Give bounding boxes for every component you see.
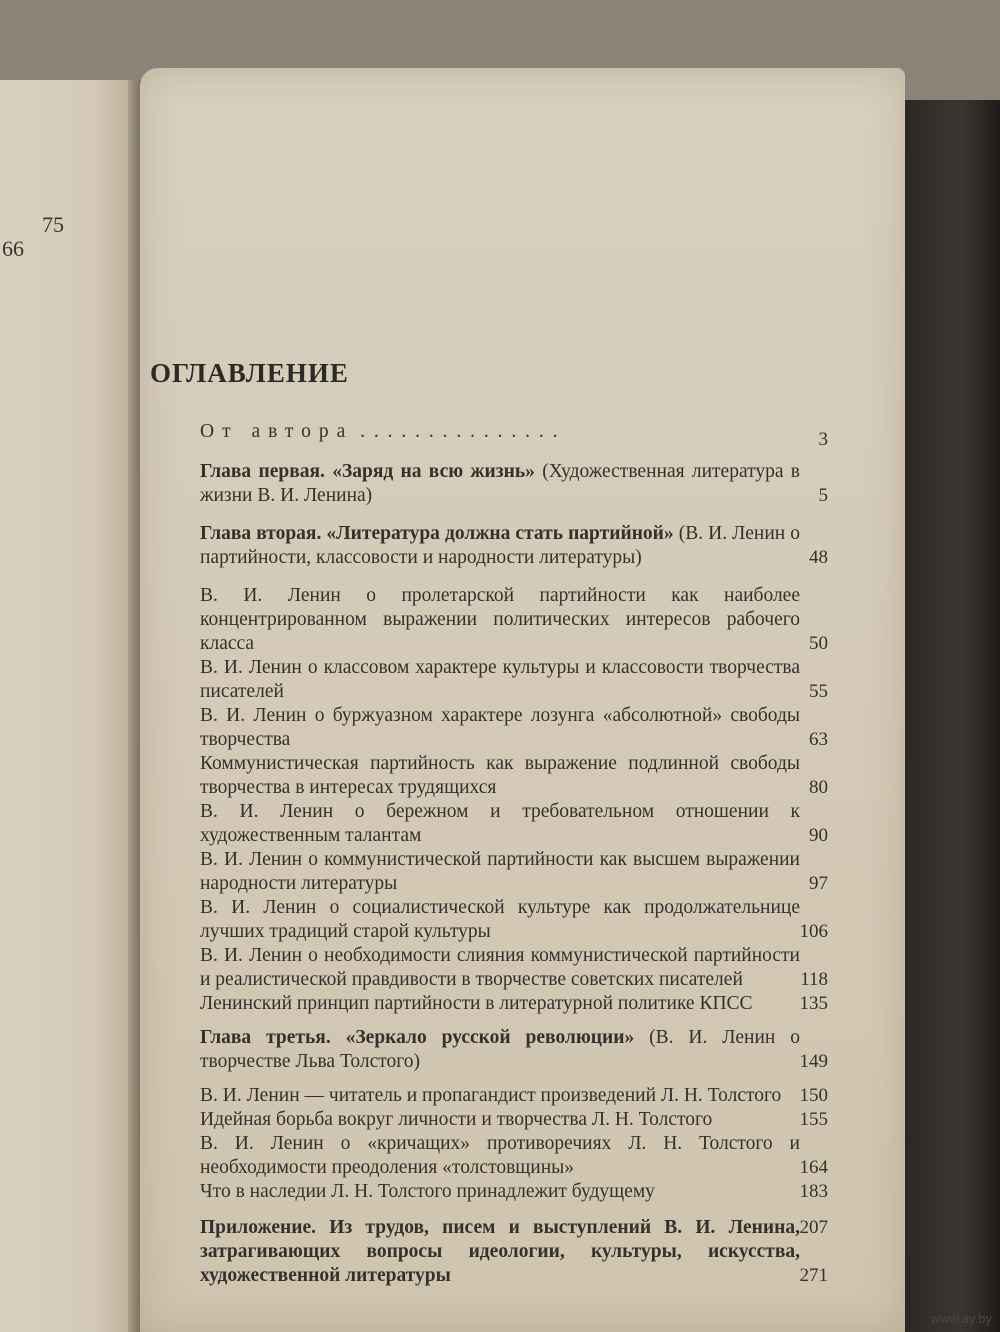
toc-entry bbox=[200, 656, 828, 704]
toc-page-number: 150 bbox=[799, 1085, 828, 1106]
toc-entry-text: Идейная борьба вокруг личности и творчества Л. Н. Толстого bbox=[200, 1109, 713, 1130]
toc-entry-text: В. И. Ленин о классовом характере культуры и классовости творчества писателей bbox=[200, 657, 800, 702]
toc-entry bbox=[200, 1108, 828, 1132]
toc-page-number: 183 bbox=[799, 1181, 828, 1202]
chapter-title: Глава вторая. «Литература должна стать партийной» bbox=[200, 523, 674, 544]
toc-heading: ОГЛАВЛЕНИЕ bbox=[150, 358, 349, 388]
toc-entry bbox=[200, 752, 828, 800]
toc-page-number: 97 bbox=[809, 873, 828, 894]
toc-page-number: 135 bbox=[799, 993, 828, 1014]
toc-entry bbox=[200, 1132, 828, 1180]
toc-entry-text: В. И. Ленин — читатель и пропагандист произведений Л. Н. Толстого bbox=[200, 1085, 782, 1106]
chapter-title: Глава третья. «Зеркало русской революции» bbox=[200, 1027, 635, 1048]
toc-entry-text: В. И. Ленин о социалистической культуре как продолжательнице лучших традиций старой культуры bbox=[200, 897, 800, 942]
toc-entry-text: В. И. Ленин о пролетарской партийности как наиболее концентрированном выражении политических интересов рабочего класса bbox=[200, 585, 800, 654]
toc-page-number: 207 bbox=[799, 1217, 828, 1238]
appendix-title: Приложение. Из трудов, писем и выступлений В. И. Ленина, затрагивающих вопросы идеологии, культуры, искусства, художественной литературы bbox=[200, 1217, 800, 1286]
toc-entry bbox=[200, 1180, 828, 1204]
toc-page-number: 3 bbox=[818, 429, 828, 450]
toc-entry bbox=[200, 848, 828, 896]
toc-entry bbox=[200, 420, 828, 452]
toc-entry-text: В. И. Ленин о коммунистической партийности как высшем выражении народности литературы bbox=[200, 849, 800, 894]
toc-entry-text: В. И. Ленин о «кричащих» противоречиях Л. Н. Толстого и необходимости преодоления «толстовщины» bbox=[200, 1133, 800, 1178]
toc-entry-text: В. И. Ленин о бережном и требовательном отношении к художественным талантам bbox=[200, 801, 800, 846]
book-cover-edge bbox=[900, 100, 1000, 1332]
toc-page-number: 118 bbox=[800, 969, 828, 990]
toc-entry-text: Коммунистическая партийность как выражение подлинной свободы творчества в интересах трудящихся bbox=[200, 753, 800, 798]
toc-entry-text: В. И. Ленин о буржуазном характере лозунга «абсолютной» свободы творчества bbox=[200, 705, 800, 750]
toc-entry bbox=[200, 584, 828, 656]
toc-page-number: 90 bbox=[809, 825, 828, 846]
toc-page-number: 50 bbox=[809, 633, 828, 654]
toc-entry-text: (В. И. Ленин о творчестве Льва Толстого) bbox=[200, 1027, 800, 1072]
toc-entry bbox=[200, 1216, 828, 1288]
toc-entry bbox=[200, 992, 828, 1016]
toc-page-number: 80 bbox=[809, 777, 828, 798]
toc-entry bbox=[200, 460, 828, 508]
left-page-number: 75 bbox=[42, 212, 64, 237]
toc-entry bbox=[200, 896, 828, 944]
toc-page-number: 55 bbox=[809, 681, 828, 702]
left-page bbox=[0, 80, 135, 1332]
toc-page-number: 63 bbox=[809, 729, 828, 750]
toc-entry bbox=[200, 1026, 828, 1074]
toc-entry-text: Что в наследии Л. Н. Толстого принадлежит будущему bbox=[200, 1181, 655, 1202]
toc-entry-text: (В. И. Ленин о партийности, классовости и народности литературы) bbox=[200, 523, 800, 568]
chapter-title: Глава первая. «Заряд на всю жизнь» bbox=[200, 461, 535, 482]
toc-entry bbox=[200, 704, 828, 752]
toc-entry bbox=[200, 1084, 828, 1108]
toc-entry-text: (Художественная литература в жизни В. И. Ленина) bbox=[200, 461, 801, 506]
toc-entry-text: От автора . . . bbox=[200, 420, 800, 444]
toc-page-number: 48 bbox=[809, 547, 828, 568]
table-of-contents bbox=[200, 420, 828, 1288]
toc-page-number: 149 bbox=[799, 1051, 828, 1072]
toc-page-number: 155 bbox=[799, 1109, 828, 1130]
toc-entry-text: Ленинский принцип партийности в литературной политике КПСС bbox=[200, 993, 753, 1014]
watermark: www.ay.by bbox=[930, 1311, 992, 1326]
toc-page-number: 271 bbox=[799, 1265, 828, 1286]
toc-page-number: 106 bbox=[799, 921, 828, 942]
toc-entry bbox=[200, 944, 828, 992]
toc-page-number: 164 bbox=[799, 1157, 828, 1178]
toc-entry bbox=[200, 522, 828, 570]
left-page-number: 66 bbox=[2, 236, 24, 261]
toc-entry bbox=[200, 800, 828, 848]
toc-page-number: 5 bbox=[818, 485, 828, 506]
toc-entry-text: В. И. Ленин о необходимости слияния коммунистической партийности и реалистической правдивости в творчестве советских писателей bbox=[200, 945, 800, 990]
